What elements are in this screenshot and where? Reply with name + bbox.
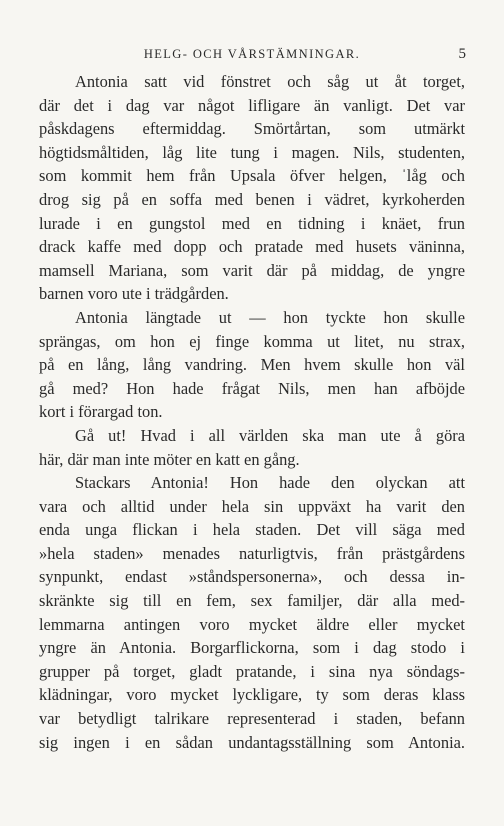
running-head: HELG- OCH VÅRSTÄMNINGAR. [143,47,361,61]
text-line: Gå ut! Hvad i all världen ska man ute å göra [75,425,465,445]
body-text [39,70,465,754]
text-line: drog sig på en soffa med benen i vädret, kyrkoherden [39,189,465,209]
text-line: klädningar, voro mycket lyckligare, ty som deras klass [39,685,465,705]
text-line: Antonia längtade ut — hon tyckte hon skulle [75,307,465,327]
text-line: drack kaffe med dopp och pratade med husets väninna, [39,237,465,257]
page-header [38,44,466,64]
page-number: 5 [458,46,466,62]
text-line: mamsell Mariana, som varit där på middag, de yngre [39,260,465,280]
text-line: kort i förargad ton. [39,402,163,422]
text-line: var betydligt talrikare representerad i staden, befann [39,709,465,729]
text-line: här, där man inte möter en katt en gång. [39,449,300,469]
text-line: sig ingen i en sådan undantagsställning som Antonia. [39,732,465,752]
text-line: synpunkt, endast »ståndspersonerna», och dessa in- [39,567,465,587]
text-line: sprängas, om hon ej finge komma ut litet, nu strax, [39,331,465,351]
text-line: Antonia satt vid fönstret och såg ut åt torget, [75,72,465,91]
text-line: barnen voro ute i trädgården. [39,284,229,304]
text-line: Stackars Antonia! Hon hade den olyckan att [75,473,465,493]
text-line: gå med? Hon hade frågat Nils, men han afböjde [39,378,465,398]
text-line: lemmarna antingen voro mycket äldre eller mycket [39,614,465,634]
text-line: som kommit hem från Upsala öfver helgen, ˈlåg och [39,166,465,186]
text-line: där det i dag var något lifligare än vanligt. Det var [39,95,465,115]
text-line: på en lång, lång vandring. Men hvem skulle hon väl [39,355,465,375]
text-line: yngre än Antonia. Borgarflickorna, som i dag stodo i [39,638,465,658]
text-line: vara och alltid under hela sin uppväxt ha varit den [39,496,465,516]
text-line: enda unga flickan i hela staden. Det vill säga med [39,520,465,540]
text-line: påskdagens eftermiddag. Smörtårtan, som utmärkt [39,119,465,139]
text-line: »hela staden» menades naturligtvis, från prästgårdens [39,543,465,563]
text-line: grupper på torget, gladt pratande, i sina nya söndags- [39,661,465,681]
text-line: högtidsmåltiden, låg lite tung i magen. Nils, studenten, [39,142,465,162]
text-line: lurade i en gungstol med en tidning i knäet, frun [39,213,465,233]
text-line: skränkte sig till en fem, sex familjer, där alla med- [39,591,465,611]
